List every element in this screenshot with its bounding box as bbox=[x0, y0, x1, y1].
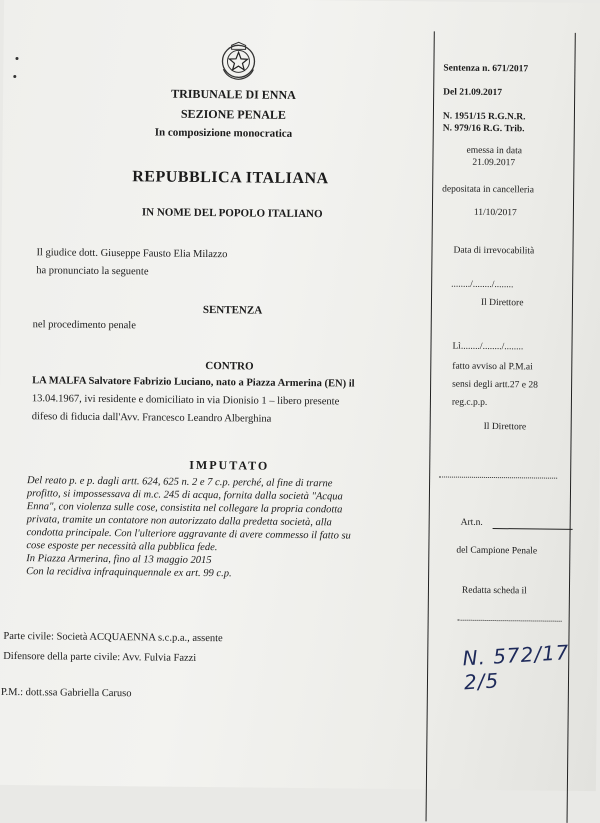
rgnr-number: N. 1951/15 R.G.N.R. bbox=[442, 111, 526, 123]
sentence-date: Del 21.09.2017 bbox=[443, 87, 503, 99]
scan-mark bbox=[15, 57, 18, 60]
notice-line-3: reg.c.p.p. bbox=[451, 397, 488, 408]
sentence-number: Sentenza n. 671/2017 bbox=[443, 63, 529, 75]
charge-line: Con la recidiva infraquinquennale ex art. 99 c.p. bbox=[26, 566, 232, 580]
defendant-line: LA MALFA Salvatore Fabrizio Luciano, nato a Piazza Armerina (EN) il bbox=[32, 375, 355, 390]
li-date-blank: Lì......../......../........ bbox=[452, 341, 524, 353]
filed-label: depositata in cancelleria bbox=[442, 184, 534, 196]
charge-line: cose esposte per necessità alla pubblica fede. bbox=[26, 540, 218, 554]
charge-line: Enna", con violenza sulle cose, consistita nel collegare la propria condotta bbox=[26, 501, 343, 516]
judge-line-2: ha pronunciato la seguente bbox=[36, 265, 149, 278]
republic-title: REPUBBLICA ITALIANA bbox=[132, 168, 329, 188]
charge-line: privata, tramite un contatore non autorizzato dalla predetta società, alla bbox=[26, 514, 332, 529]
scheda-label: Redatta scheda il bbox=[461, 585, 527, 597]
scan-mark bbox=[13, 75, 16, 78]
defendant-lawyer: difeso di fiducia dall'Avv. Francesco Leandro Alberghina bbox=[31, 411, 272, 425]
campione-label: del Campione Penale bbox=[456, 545, 538, 557]
issued-date: 21.09.2017 bbox=[472, 157, 516, 169]
public-prosecutor: P.M.: dott.ssa Gabriella Caruso bbox=[0, 686, 132, 700]
judge-line: Il giudice dott. Giuseppe Fausto Elia Milazzo bbox=[36, 247, 228, 261]
irrevocability-label: Data di irrevocabilità bbox=[453, 245, 535, 257]
civil-party: Parte civile: Società ACQUAENNA s.c.p.a., assente bbox=[3, 630, 223, 645]
charge-line: condotta principale. Con l'ulteriore aggravante di avere commesso il fatto su bbox=[26, 527, 351, 542]
charge-line: profitto, si impossessava di m.c. 245 di acqua, fornita dalla società "Acqua bbox=[26, 488, 343, 503]
handwritten-number: N. 572/17 2/5 bbox=[461, 640, 571, 695]
irrevocability-date-blank: ......../......../........ bbox=[451, 279, 514, 291]
filed-date: 11/10/2017 bbox=[473, 207, 517, 219]
composition: In composizione monocratica bbox=[154, 126, 293, 140]
article-label: Art.n. bbox=[460, 517, 483, 528]
section-name: SEZIONE PENALE bbox=[180, 106, 287, 122]
director-label: Il Direttore bbox=[480, 297, 524, 309]
director-label-2: Il Direttore bbox=[483, 421, 527, 433]
charge-text bbox=[26, 474, 351, 581]
notice-line-2: sensi degli artt.27 e 28 bbox=[452, 379, 538, 391]
italian-emblem-icon bbox=[217, 39, 259, 81]
sentence-subtitle: nel procedimento penale bbox=[32, 319, 136, 332]
notice-line: fatto avviso al P.M.ai bbox=[452, 361, 533, 373]
defendant-line-2: 13.04.1967, ivi residente e domiciliato in via Dionisio 1 – libero presente bbox=[31, 393, 340, 408]
issued-label: emessa in data bbox=[466, 145, 523, 157]
charge-line: Del reato p. e p. dagli artt. 624, 625 n. 2 e 7 c.p. perché, al fine di trarne bbox=[27, 475, 333, 490]
rgtrib-number: N. 979/16 R.G. Trib. bbox=[442, 123, 525, 135]
sentence-title: SENTENZA bbox=[202, 303, 263, 317]
contro-title: CONTRO bbox=[205, 360, 254, 373]
charge-line: In Piazza Armerina, fino al 13 maggio 2015 bbox=[26, 553, 212, 567]
civil-defender: Difensore della parte civile: Avv. Fulvia Fazzi bbox=[3, 650, 197, 664]
imputato-title: IMPUTATO bbox=[189, 457, 270, 473]
people-title: IN NOME DEL POPOLO ITALIANO bbox=[141, 206, 323, 221]
tribunal-name: TRIBUNALE DI ENNA bbox=[171, 86, 296, 102]
